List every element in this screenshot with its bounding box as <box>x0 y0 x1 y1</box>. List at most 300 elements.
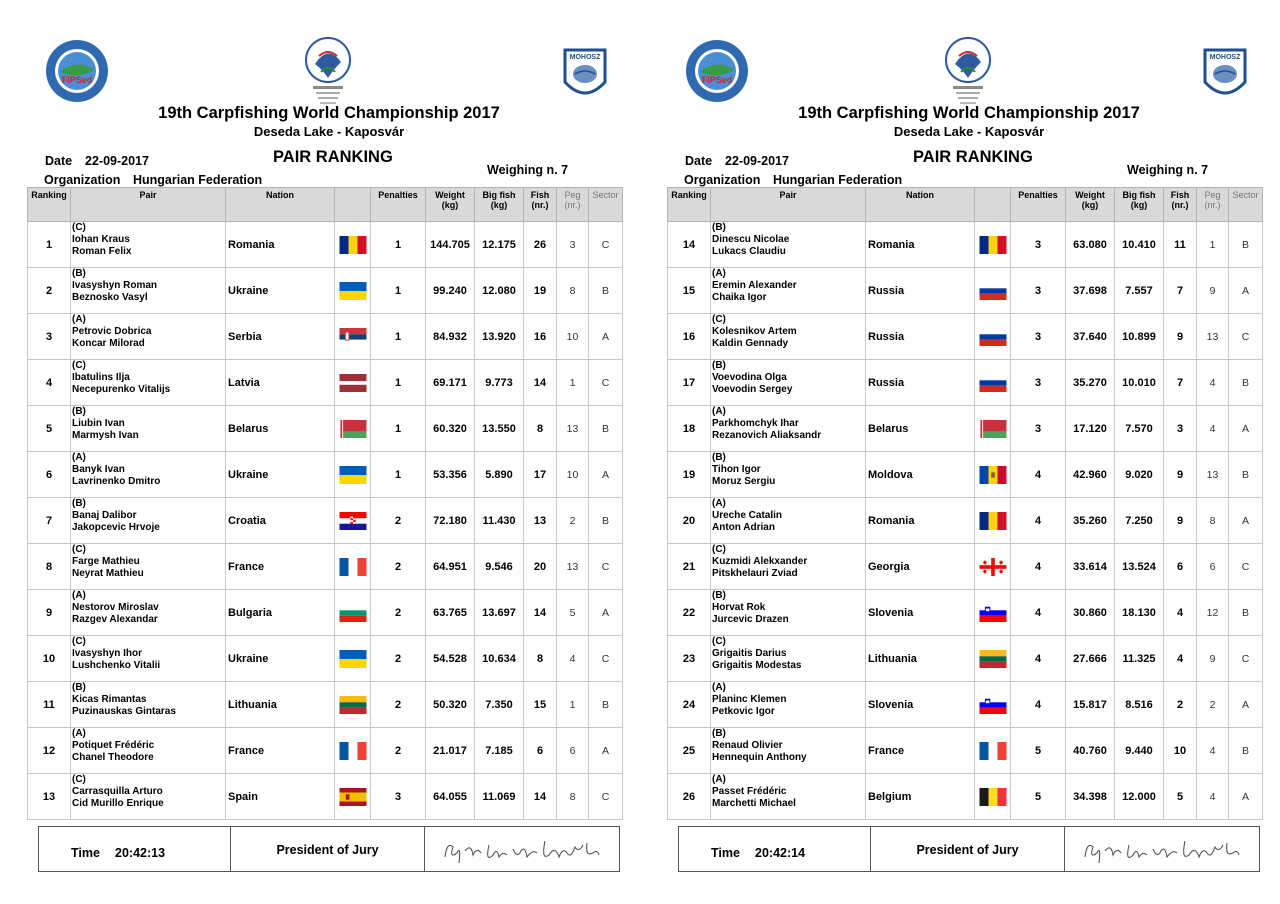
penalties-cell: 1 <box>371 268 426 314</box>
fips-sed-logo <box>44 38 110 104</box>
logo-strip <box>640 34 1280 112</box>
belarus-flag-icon <box>339 420 367 438</box>
angler-name: Chanel Theodore <box>72 752 154 763</box>
page-heading: PAIR RANKING <box>273 148 393 166</box>
nation-cell: Serbia <box>226 314 335 360</box>
ukraine-flag-icon <box>339 466 367 484</box>
penalties-cell: 3 <box>1011 360 1066 406</box>
lithuania-flag-icon <box>339 696 367 714</box>
pair-cell <box>711 728 866 774</box>
penalties-cell: 2 <box>371 590 426 636</box>
fish-count-cell: 9 <box>1164 314 1197 360</box>
weight-cell: 69.171 <box>426 360 475 406</box>
weight-cell: 84.932 <box>426 314 475 360</box>
big-fish-cell: 10.899 <box>1115 314 1164 360</box>
flag-cell <box>335 498 371 544</box>
weight-cell: 17.120 <box>1066 406 1115 452</box>
table-row <box>668 314 1263 360</box>
table-row <box>28 636 623 682</box>
bulgaria-flag-icon <box>339 604 367 622</box>
pair-sector-label: (C) <box>72 544 86 555</box>
big-fish-cell: 13.697 <box>475 590 524 636</box>
table-row <box>668 590 1263 636</box>
peg-cell: 8 <box>557 268 589 314</box>
moldova-flag-icon <box>979 466 1007 484</box>
ranking-cell: 13 <box>28 774 71 820</box>
pair-sector-label: (B) <box>712 452 726 463</box>
peg-cell: 12 <box>1197 590 1229 636</box>
pair-cell <box>71 360 226 406</box>
weight-cell: 64.951 <box>426 544 475 590</box>
pair-cell <box>71 590 226 636</box>
weight-cell: 63.765 <box>426 590 475 636</box>
pair-cell <box>711 636 866 682</box>
big-fish-cell: 7.570 <box>1115 406 1164 452</box>
nation-cell: Belarus <box>866 406 975 452</box>
column-header-penalties: Penalties <box>371 188 426 222</box>
fish-count-cell: 9 <box>1164 452 1197 498</box>
angler-name: Ivasyshyn Roman <box>72 280 158 291</box>
angler-name: Liubin Ivan <box>72 418 125 429</box>
president-of-jury-label: President of Jury <box>276 843 379 857</box>
ranking-cell: 19 <box>668 452 711 498</box>
fish-count-cell: 14 <box>524 360 557 406</box>
weight-cell: 54.528 <box>426 636 475 682</box>
fish-count-cell: 10 <box>1164 728 1197 774</box>
france-flag-icon <box>979 742 1007 760</box>
big-fish-cell: 7.250 <box>1115 498 1164 544</box>
flag-cell <box>975 682 1011 728</box>
table-row <box>668 682 1263 728</box>
table-row <box>668 222 1263 268</box>
angler-name: Cid Murillo Enrique <box>72 798 164 809</box>
ranking-cell: 5 <box>28 406 71 452</box>
ranking-cell: 17 <box>668 360 711 406</box>
penalties-cell: 2 <box>371 682 426 728</box>
ranking-cell: 3 <box>28 314 71 360</box>
flag-cell <box>335 728 371 774</box>
ranking-cell: 15 <box>668 268 711 314</box>
column-header-pair: Pair <box>71 188 226 222</box>
pair-cell <box>71 636 226 682</box>
sector-cell: A <box>1229 682 1263 728</box>
angler-name: Rezanovich Aliaksandr <box>712 430 822 441</box>
latvia-flag-icon <box>339 374 367 392</box>
pair-sector-label: (A) <box>712 406 726 417</box>
big-fish-cell: 10.634 <box>475 636 524 682</box>
fish-count-cell: 20 <box>524 544 557 590</box>
big-fish-cell: 18.130 <box>1115 590 1164 636</box>
fish-count-cell: 14 <box>524 590 557 636</box>
weight-cell: 99.240 <box>426 268 475 314</box>
penalties-cell: 3 <box>1011 314 1066 360</box>
angler-name: Neyrat Mathieu <box>72 568 144 579</box>
angler-name: Voevodin Sergey <box>712 384 793 395</box>
pair-cell <box>71 268 226 314</box>
angler-name: Kuzmidi Alekxander <box>712 556 808 567</box>
mohosz-logo <box>561 42 609 104</box>
france-flag-icon <box>339 742 367 760</box>
flag-cell <box>975 268 1011 314</box>
peg-cell: 13 <box>1197 314 1229 360</box>
fips-sed-logo <box>684 38 750 104</box>
pair-cell <box>711 590 866 636</box>
fish-count-cell: 15 <box>524 682 557 728</box>
ranking-cell: 6 <box>28 452 71 498</box>
croatia-flag-icon <box>339 512 367 530</box>
fish-count-cell: 6 <box>524 728 557 774</box>
big-fish-cell: 9.546 <box>475 544 524 590</box>
pair-sector-label: (B) <box>712 728 726 739</box>
nation-cell: Romania <box>226 222 335 268</box>
angler-name: Tihon Igor <box>712 464 761 475</box>
big-fish-cell: 13.524 <box>1115 544 1164 590</box>
nation-cell: France <box>226 728 335 774</box>
peg-cell: 1 <box>1197 222 1229 268</box>
russia-flag-icon <box>979 282 1007 300</box>
table-row <box>28 360 623 406</box>
nation-cell: Latvia <box>226 360 335 406</box>
nation-cell: Russia <box>866 268 975 314</box>
page-heading: PAIR RANKING <box>913 148 1033 166</box>
angler-name: Lavrinenko Dmitro <box>72 476 161 487</box>
footer-time-cell <box>39 827 231 871</box>
sector-cell: B <box>1229 360 1263 406</box>
big-fish-cell: 9.020 <box>1115 452 1164 498</box>
ranking-cell: 25 <box>668 728 711 774</box>
angler-name: Passet Frédéric <box>712 786 787 797</box>
big-fish-cell: 12.000 <box>1115 774 1164 820</box>
pair-cell <box>71 774 226 820</box>
angler-name: Grigaitis Darius <box>712 648 787 659</box>
ranking-cell: 12 <box>28 728 71 774</box>
angler-name: Carrasquilla Arturo <box>72 786 163 797</box>
flag-cell <box>975 452 1011 498</box>
ukraine-flag-icon <box>339 282 367 300</box>
big-fish-cell: 11.069 <box>475 774 524 820</box>
column-header-weight: Weight (kg) <box>426 188 475 222</box>
pair-sector-label: (C) <box>72 774 86 785</box>
nation-cell: Russia <box>866 360 975 406</box>
pair-cell <box>711 268 866 314</box>
romania-flag-icon <box>979 512 1007 530</box>
angler-name: Banaj Dalibor <box>72 510 137 521</box>
angler-name: Ivasyshyn Ihor <box>72 648 143 659</box>
big-fish-cell: 11.325 <box>1115 636 1164 682</box>
fish-count-cell: 2 <box>1164 682 1197 728</box>
table-header-row <box>668 188 1263 222</box>
ranking-cell: 24 <box>668 682 711 728</box>
organization-label: Organization <box>44 173 121 187</box>
penalties-cell: 1 <box>371 222 426 268</box>
fish-count-cell: 5 <box>1164 774 1197 820</box>
ranking-table <box>667 187 1263 820</box>
fish-count-cell: 4 <box>1164 590 1197 636</box>
angler-name: Puzinauskas Gintaras <box>72 706 176 717</box>
ukraine-flag-icon <box>339 650 367 668</box>
weight-cell: 72.180 <box>426 498 475 544</box>
flag-cell <box>975 728 1011 774</box>
pair-cell <box>711 452 866 498</box>
ranking-cell: 1 <box>28 222 71 268</box>
big-fish-cell: 8.516 <box>1115 682 1164 728</box>
peg-cell: 10 <box>557 452 589 498</box>
nation-cell: Bulgaria <box>226 590 335 636</box>
lithuania-flag-icon <box>979 650 1007 668</box>
fish-count-cell: 7 <box>1164 360 1197 406</box>
sector-cell: C <box>1229 314 1263 360</box>
nation-cell: Ukraine <box>226 452 335 498</box>
footer-time-cell <box>679 827 871 871</box>
column-header-nation: Nation <box>226 188 335 222</box>
penalties-cell: 4 <box>1011 544 1066 590</box>
mohosz-logo <box>1201 42 1249 104</box>
pair-sector-label: (C) <box>72 636 86 647</box>
table-row <box>668 728 1263 774</box>
weight-cell: 144.705 <box>426 222 475 268</box>
pair-sector-label: (C) <box>712 544 726 555</box>
penalties-cell: 1 <box>371 360 426 406</box>
column-header-pair: Pair <box>711 188 866 222</box>
pair-cell <box>71 314 226 360</box>
fips-logo-text: FIPSed <box>61 75 93 85</box>
pair-cell <box>711 360 866 406</box>
organization-label: Organization <box>684 173 761 187</box>
footer-box <box>38 826 620 872</box>
table-row <box>668 774 1263 820</box>
peg-cell: 6 <box>1197 544 1229 590</box>
sector-cell: A <box>589 728 623 774</box>
ranking-cell: 22 <box>668 590 711 636</box>
sector-cell: A <box>1229 406 1263 452</box>
flag-cell <box>335 222 371 268</box>
peg-cell: 2 <box>557 498 589 544</box>
column-header-fish: Fish (nr.) <box>1164 188 1197 222</box>
peg-cell: 13 <box>1197 452 1229 498</box>
sector-cell: C <box>589 360 623 406</box>
table-row <box>28 268 623 314</box>
fish-count-cell: 13 <box>524 498 557 544</box>
nation-cell: Ukraine <box>226 268 335 314</box>
nation-cell: Lithuania <box>226 682 335 728</box>
world-championship-logo <box>305 34 351 108</box>
column-header-peg: Peg (nr.) <box>557 188 589 222</box>
big-fish-cell: 12.175 <box>475 222 524 268</box>
angler-name: Necepurenko Vitalijs <box>72 384 171 395</box>
weight-cell: 34.398 <box>1066 774 1115 820</box>
venue-subtitle: Deseda Lake - Kaposvár <box>893 124 1045 139</box>
peg-cell: 5 <box>557 590 589 636</box>
pair-cell <box>711 498 866 544</box>
column-header-sector: Sector <box>589 188 623 222</box>
flag-cell <box>975 406 1011 452</box>
penalties-cell: 4 <box>1011 590 1066 636</box>
sector-cell: C <box>1229 544 1263 590</box>
pair-cell <box>711 314 866 360</box>
ranking-cell: 21 <box>668 544 711 590</box>
big-fish-cell: 10.410 <box>1115 222 1164 268</box>
fish-count-cell: 11 <box>1164 222 1197 268</box>
pair-sector-label: (A) <box>712 498 726 509</box>
angler-name: Ibatulins Ilja <box>72 372 130 383</box>
big-fish-cell: 9.773 <box>475 360 524 406</box>
flag-cell <box>335 682 371 728</box>
peg-cell: 4 <box>1197 360 1229 406</box>
date-label: Date <box>45 154 73 168</box>
time-label: Time <box>711 846 740 860</box>
table-row <box>28 728 623 774</box>
pair-sector-label: (A) <box>72 452 86 463</box>
angler-name: Potiquet Frédéric <box>72 740 155 751</box>
flag-cell <box>975 590 1011 636</box>
angler-name: Eremin Alexander <box>712 280 797 291</box>
big-fish-cell: 9.440 <box>1115 728 1164 774</box>
flag-cell <box>975 774 1011 820</box>
table-row <box>668 498 1263 544</box>
nation-cell: Georgia <box>866 544 975 590</box>
angler-name: Kolesnikov Artem <box>712 326 797 337</box>
footer-president-cell <box>231 827 424 871</box>
peg-cell: 4 <box>1197 406 1229 452</box>
angler-name: Banyk Ivan <box>72 464 125 475</box>
weight-cell: 33.614 <box>1066 544 1115 590</box>
pair-sector-label: (A) <box>712 268 726 279</box>
peg-cell: 13 <box>557 406 589 452</box>
peg-cell: 8 <box>1197 498 1229 544</box>
table-header-row <box>28 188 623 222</box>
weighing-number: Weighing n. 7 <box>1127 163 1209 177</box>
penalties-cell: 4 <box>1011 682 1066 728</box>
big-fish-cell: 5.890 <box>475 452 524 498</box>
column-header-fish: Fish (nr.) <box>524 188 557 222</box>
peg-cell: 9 <box>1197 268 1229 314</box>
flag-cell <box>335 544 371 590</box>
pair-cell <box>711 222 866 268</box>
peg-cell: 3 <box>557 222 589 268</box>
sector-cell: A <box>1229 774 1263 820</box>
angler-name: Petkovic Igor <box>712 706 775 717</box>
pair-cell <box>71 406 226 452</box>
president-of-jury-label: President of Jury <box>916 843 1019 857</box>
pair-sector-label: (B) <box>72 682 86 693</box>
weight-cell: 35.270 <box>1066 360 1115 406</box>
belgium-flag-icon <box>979 788 1007 806</box>
jury-signature <box>437 833 607 869</box>
peg-cell: 4 <box>1197 774 1229 820</box>
angler-name: Jakopcevic Hrvoje <box>72 522 160 533</box>
table-body <box>668 222 1263 820</box>
column-header-weight: Weight (kg) <box>1066 188 1115 222</box>
table-row <box>668 360 1263 406</box>
pair-sector-label: (C) <box>712 636 726 647</box>
ranking-cell: 10 <box>28 636 71 682</box>
ranking-cell: 2 <box>28 268 71 314</box>
flag-cell <box>335 268 371 314</box>
flag-cell <box>975 222 1011 268</box>
pair-sector-label: (B) <box>712 360 726 371</box>
nation-cell: France <box>226 544 335 590</box>
angler-name: Grigaitis Modestas <box>712 660 802 671</box>
world-championship-logo <box>945 34 991 108</box>
big-fish-cell: 7.557 <box>1115 268 1164 314</box>
angler-name: Lushchenko Vitalii <box>72 660 161 671</box>
big-fish-cell: 7.350 <box>475 682 524 728</box>
nation-cell: Croatia <box>226 498 335 544</box>
time-label: Time <box>71 846 100 860</box>
ranking-cell: 4 <box>28 360 71 406</box>
table-row <box>668 452 1263 498</box>
peg-cell: 6 <box>557 728 589 774</box>
column-header-nation: Nation <box>866 188 975 222</box>
peg-cell: 4 <box>1197 728 1229 774</box>
sector-cell: A <box>589 590 623 636</box>
big-fish-cell: 10.010 <box>1115 360 1164 406</box>
flag-cell <box>975 636 1011 682</box>
championship-title: 19th Carpfishing World Championship 2017 <box>798 104 1140 122</box>
france-flag-icon <box>339 558 367 576</box>
sector-cell: A <box>1229 268 1263 314</box>
angler-name: Jurcevic Drazen <box>712 614 789 625</box>
flag-cell <box>975 544 1011 590</box>
sector-cell: B <box>589 406 623 452</box>
column-header-ranking: Ranking <box>28 188 71 222</box>
fish-count-cell: 8 <box>524 406 557 452</box>
championship-title: 19th Carpfishing World Championship 2017 <box>158 104 500 122</box>
ranking-cell: 9 <box>28 590 71 636</box>
angler-name: Chaika Igor <box>712 292 767 303</box>
fish-count-cell: 26 <box>524 222 557 268</box>
table-row <box>28 544 623 590</box>
weight-cell: 21.017 <box>426 728 475 774</box>
penalties-cell: 1 <box>371 406 426 452</box>
table-row <box>668 636 1263 682</box>
column-header-bigfish: Big fish (kg) <box>1115 188 1164 222</box>
time-value: 20:42:13 <box>115 846 166 860</box>
pair-sector-label: (A) <box>72 590 86 601</box>
sector-cell: C <box>589 544 623 590</box>
date-value: 22-09-2017 <box>725 154 789 168</box>
date-value: 22-09-2017 <box>85 154 149 168</box>
weight-cell: 37.640 <box>1066 314 1115 360</box>
weight-cell: 15.817 <box>1066 682 1115 728</box>
pair-sector-label: (A) <box>712 774 726 785</box>
column-header-peg: Peg (nr.) <box>1197 188 1229 222</box>
angler-name: Ureche Catalin <box>712 510 783 521</box>
ranking-cell: 14 <box>668 222 711 268</box>
pair-cell <box>71 222 226 268</box>
pair-sector-label: (A) <box>72 728 86 739</box>
penalties-cell: 4 <box>1011 452 1066 498</box>
big-fish-cell: 7.185 <box>475 728 524 774</box>
slovenia-flag-icon <box>979 696 1007 714</box>
pair-cell <box>711 682 866 728</box>
pair-cell <box>711 544 866 590</box>
angler-name: Marmysh Ivan <box>72 430 139 441</box>
angler-name: Voevodina Olga <box>712 372 787 383</box>
weight-cell: 27.666 <box>1066 636 1115 682</box>
pair-sector-label: (B) <box>72 268 86 279</box>
table-body <box>28 222 623 820</box>
angler-name: Hennequin Anthony <box>712 752 807 763</box>
penalties-cell: 2 <box>371 728 426 774</box>
nation-cell: Ukraine <box>226 636 335 682</box>
angler-name: Kicas Rimantas <box>72 694 147 705</box>
venue-subtitle: Deseda Lake - Kaposvár <box>253 124 405 139</box>
penalties-cell: 5 <box>1011 774 1066 820</box>
angler-name: Renaud Olivier <box>712 740 783 751</box>
penalties-cell: 5 <box>1011 728 1066 774</box>
pair-sector-label: (C) <box>72 222 86 233</box>
